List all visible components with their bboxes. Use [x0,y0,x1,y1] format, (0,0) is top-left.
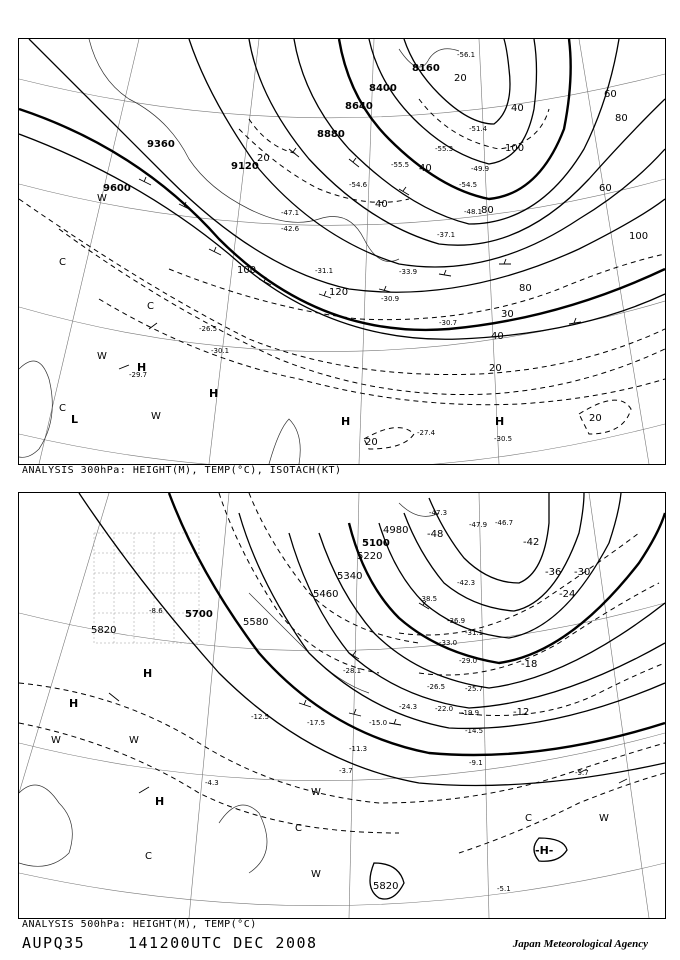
temp-label: -30.9 [381,295,400,303]
temp-label: -12.5 [251,713,270,721]
height-labels [103,63,440,194]
temp-label: -54.5 [459,181,478,189]
height-label: 8160 [412,63,440,74]
height-label: 5100 [362,538,390,549]
pressure-marks [51,667,609,880]
temp-label: -17.5 [307,719,326,727]
isotherm-label: -48 [427,529,444,540]
temp-label: -54.6 [349,181,368,189]
temp-label: -55.5 [391,161,410,169]
isotach-label: 60 [604,89,617,100]
temp-label: -5.7 [575,769,589,777]
temp-label: -29.7 [129,371,148,379]
temp-label: -30.5 [494,435,513,443]
height-label: 5820 [91,625,117,636]
temp-label: -46.7 [495,519,514,527]
agency-name: Japan Meteorological Agency [512,938,648,950]
temp-label: -11.3 [349,745,368,753]
isotherms [19,493,665,853]
isotach-label: 40 [419,163,432,174]
height-label: 5820 [373,881,399,892]
temp-label: -29.0 [459,657,478,665]
height-label: 9360 [147,139,175,150]
warm-center-mark: W [129,735,139,746]
high-center-mark: H [69,697,79,710]
caption-300hpa: ANALYSIS 300hPa: HEIGHT(M), TEMP(°C), ISOTACH(KT) [22,465,342,476]
isotach-labels [237,73,648,448]
valid-time: 141200UTC DEC 2008 [128,934,318,952]
temp-label: -9.1 [469,759,483,767]
temp-label: -14.5 [465,727,484,735]
temp-label: -19.9 [461,709,480,717]
isotach-label: 40 [375,199,388,210]
temp-label: -24.3 [399,703,418,711]
height-label: 8640 [345,101,373,112]
isotach-label: 80 [519,283,532,294]
low-center-mark: L [71,413,79,426]
isotach-label: 120 [329,287,349,298]
temp-label: -47.1 [281,209,300,217]
isotach-label: 100 [237,265,257,276]
height-labels [91,525,408,892]
temp-label: -49.9 [471,165,490,173]
height-label: 9120 [231,161,259,172]
high-center-mark: H [209,387,219,400]
temp-label: -8.6 [149,607,163,615]
temp-label: -26.5 [427,683,446,691]
temp-label: -36.9 [447,617,466,625]
cold-center-mark: C [295,823,302,834]
height-label: 8400 [369,83,397,94]
temp-label: -27.4 [417,429,436,437]
temp-label: -42.3 [457,579,476,587]
isotherm-label: -30 [574,567,591,578]
high-center-mark: H [341,415,351,428]
isotach-label: 20 [454,73,467,84]
isotach-label: 20 [257,153,270,164]
isotherm-label: -42 [523,537,540,548]
isotach-label: 30 [501,309,514,320]
temp-label: -55.3 [435,145,454,153]
temp-label: -38.5 [419,595,438,603]
height-label: 5700 [185,609,213,620]
isotach-label: 80 [481,205,494,216]
map-500hpa [19,493,665,918]
warm-center-mark: W [151,411,161,422]
warm-center-mark: W [97,193,107,204]
warm-center-mark: W [51,735,61,746]
height-label: 5220 [357,551,383,562]
isotach-label: 40 [511,103,524,114]
warm-center-mark: W [311,787,321,798]
cold-center-mark: C [59,257,66,268]
isotach-label: 60 [599,183,612,194]
temp-label: -47.9 [469,521,488,529]
isotach-label: 20 [365,437,378,448]
high-center-mark: H [155,795,165,808]
isotach-label: 20 [589,413,602,424]
temp-label: -22.0 [435,705,454,713]
temp-label: -30.1 [211,347,230,355]
cold-center-mark: C [145,851,152,862]
temp-label: -25.7 [465,685,484,693]
height-label: 5340 [337,571,363,582]
cold-center-mark: C [59,403,66,414]
caption-500hpa: ANALYSIS 500hPa: HEIGHT(M), TEMP(°C) [22,919,257,930]
high-center-mark: H [495,415,505,428]
isotherm-label: -24 [559,589,576,600]
temp-label: -30.7 [439,319,458,327]
isotherm-label: -36 [545,567,562,578]
temp-label: -48.1 [464,208,483,216]
temp-label: -5.1 [497,885,511,893]
chart-300hpa [18,38,666,465]
cold-center-mark: C [525,813,532,824]
temp-label: -15.0 [369,719,388,727]
height-label: 9600 [103,183,131,194]
isotherm-label: -18 [521,659,538,670]
isotach-label: 100 [629,231,649,242]
temp-label: -37.1 [437,231,456,239]
temp-label: -42.6 [281,225,300,233]
cold-center-mark: C [147,301,154,312]
chart-500hpa [18,492,666,919]
height-label: 4980 [383,525,409,536]
height-label: 5580 [243,617,269,628]
isotach-label: 100 [505,143,525,154]
isotach-label: 40 [491,331,504,342]
isotach-label: 20 [489,363,502,374]
high-center-mark: H [143,667,153,680]
temp-label: -31.1 [465,629,484,637]
warm-center-mark: W [311,869,321,880]
temp-label: -47.3 [429,509,448,517]
temp-label: -4.3 [205,779,219,787]
temp-label: -28.1 [343,667,362,675]
warm-center-mark: W [97,351,107,362]
height-label: 8880 [317,129,345,140]
isotachs [19,99,665,449]
isotach-label: 80 [615,113,628,124]
isotherm-label: -12 [513,707,530,718]
warm-center-mark: W [599,813,609,824]
temp-label: -56.1 [457,51,476,59]
coastlines [19,39,459,464]
temp-label: -33.9 [399,268,418,276]
temp-label: -26.5 [199,325,218,333]
height-label: 5460 [313,589,339,600]
chart-code: AUPQ35 [22,934,86,952]
temp-label: -31.1 [315,267,334,275]
temp-label: -3.7 [339,767,353,775]
high-center-mark: H [137,361,147,374]
high-center-mark: -H- [535,844,554,857]
temp-label: -33.0 [439,639,458,647]
map-300hpa [19,39,665,464]
temp-label: -51.4 [469,125,488,133]
